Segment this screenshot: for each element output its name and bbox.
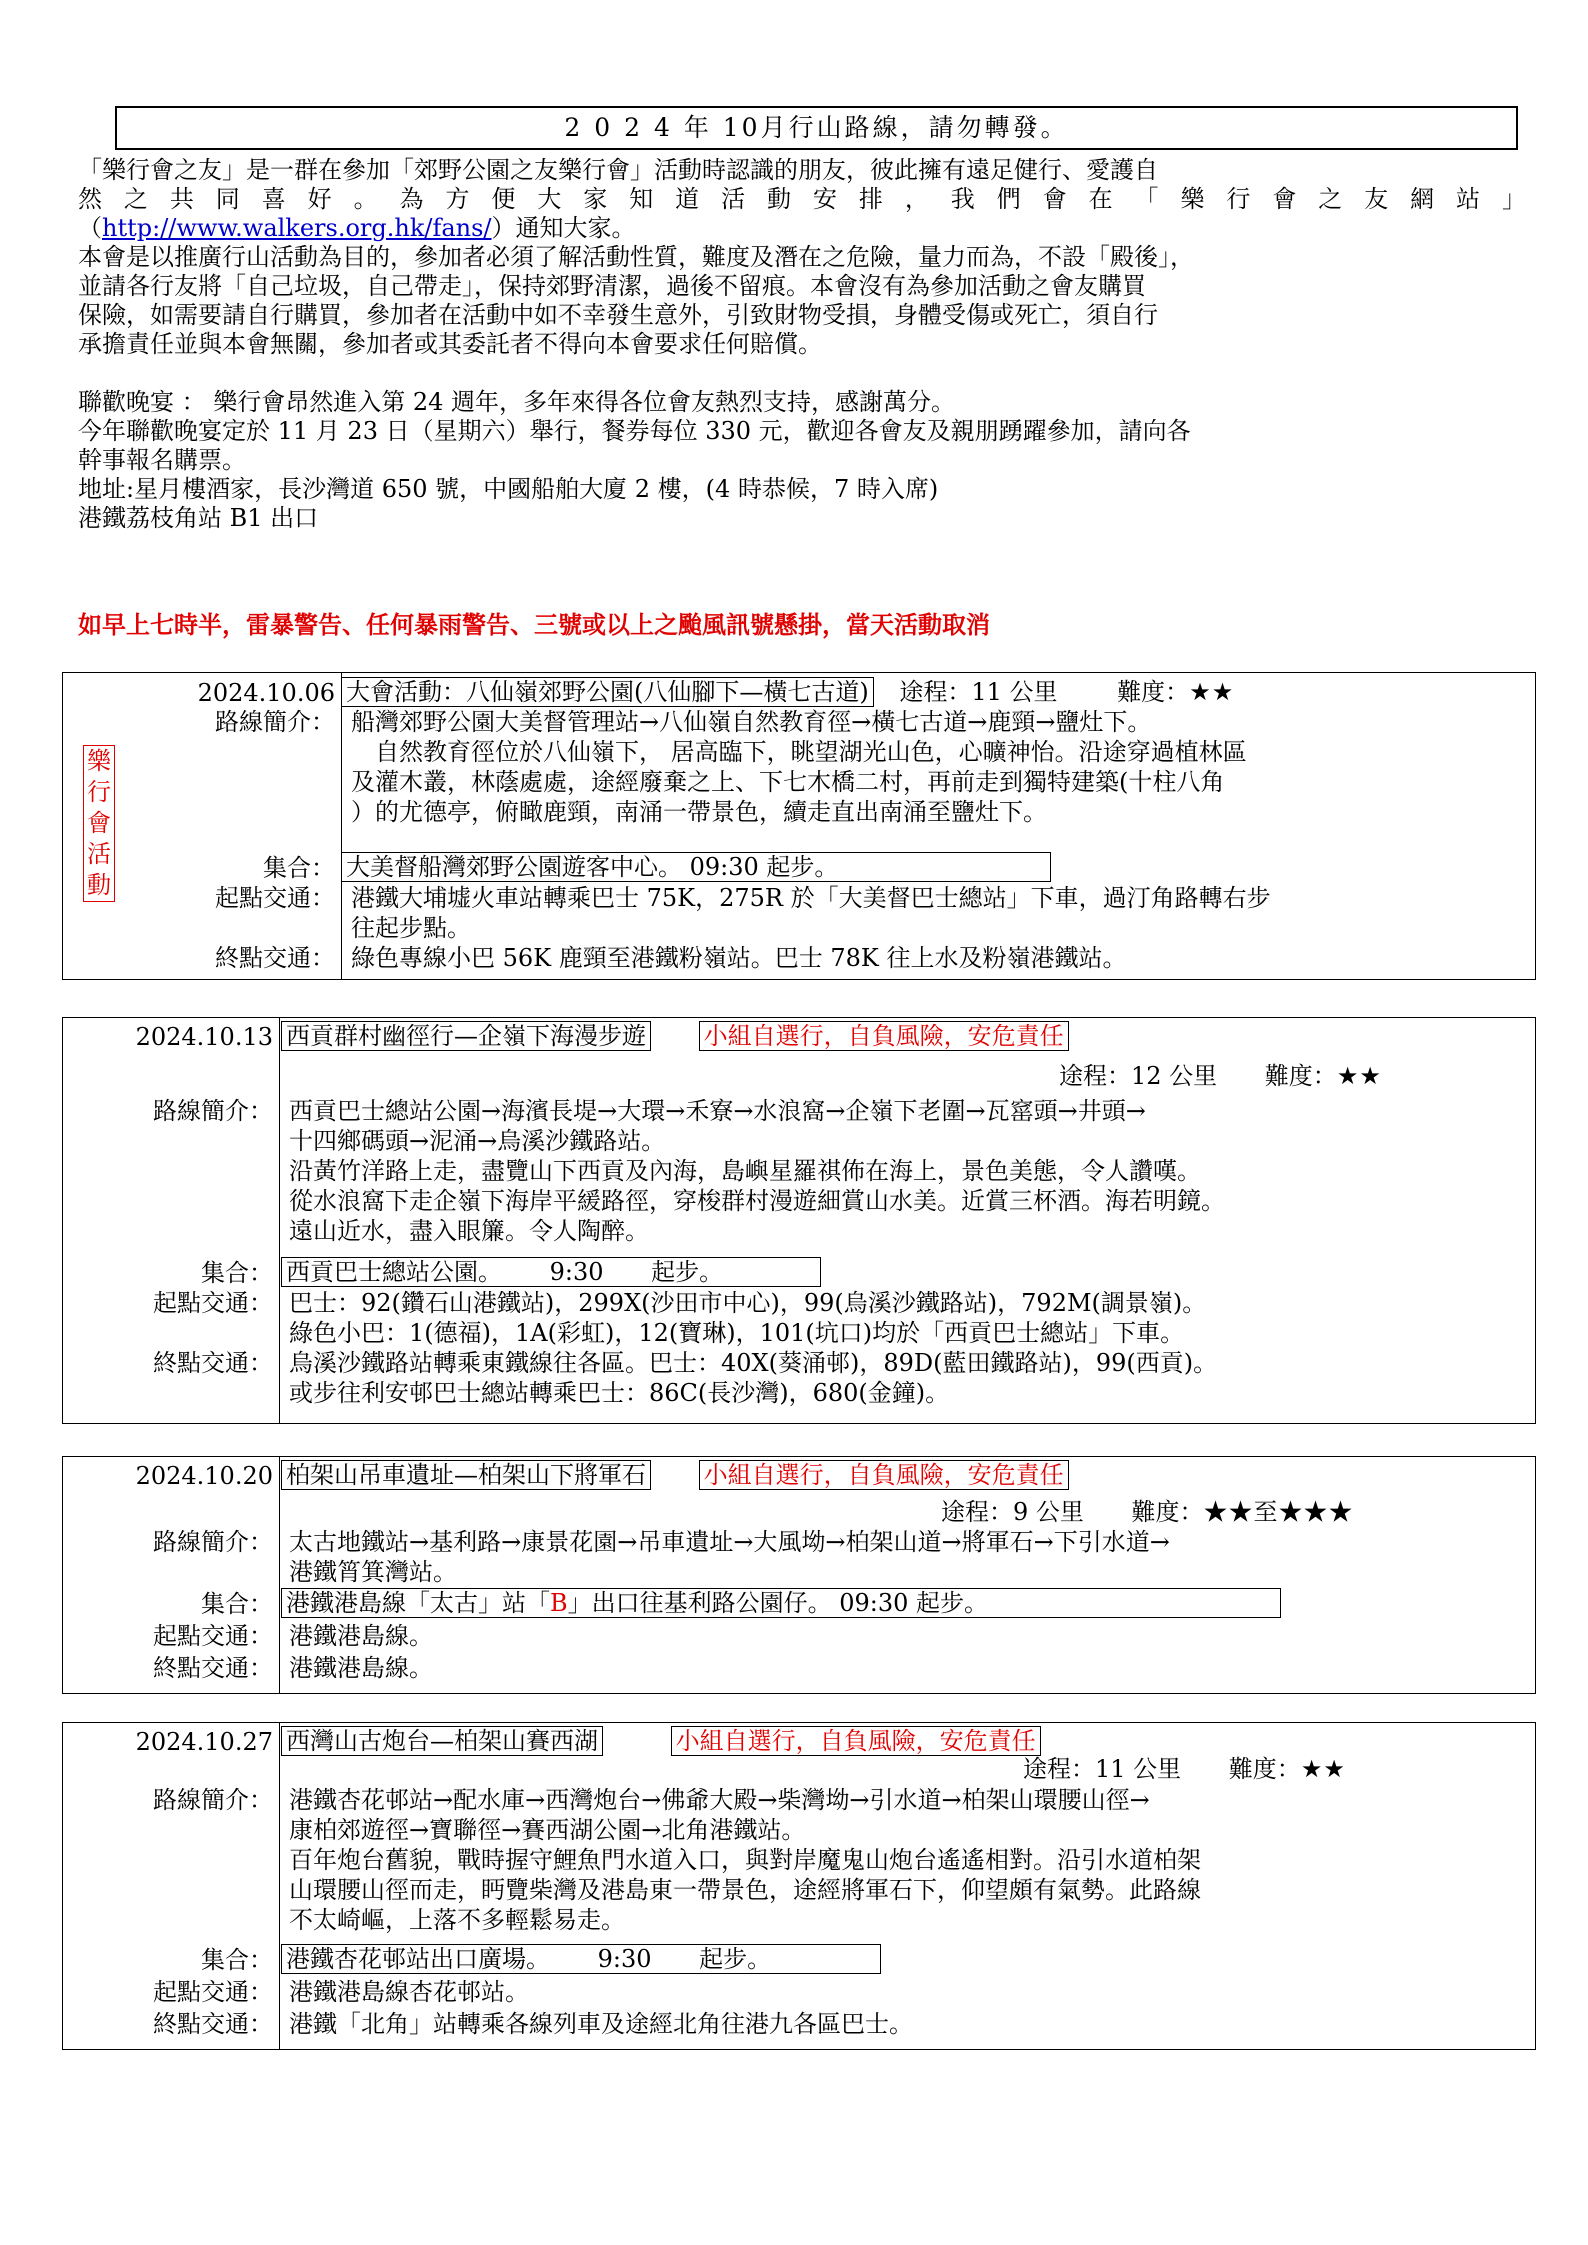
distance-value: 12 公里: [1131, 1062, 1218, 1090]
route-line: 沿黃竹洋路上走，盡覽山下西貢及內海，島嶼星羅祺佈在海上，景色美態，令人讚嘆。: [289, 1157, 1201, 1185]
start-line: 巴士：92(鑽石山港鐵站)，299X(沙田市中心)，99(烏溪沙鐵路站)，792M(調景嶺)。: [289, 1289, 1207, 1317]
route-line: 自然教育徑位於八仙嶺下， 居高臨下，眺望湖光山色，心曠神怡。沿途穿過植林區: [375, 738, 1247, 766]
route-label: 路線簡介：: [153, 1097, 273, 1125]
difficulty-stars: ★★至★★★: [1203, 1498, 1354, 1526]
page-title: 2 0 2 4 年 10月行山路線，請勿轉發。: [115, 106, 1518, 150]
route-desc: [289, 1096, 1533, 1246]
distance-row: [1023, 1754, 1346, 1784]
meet-row: [341, 852, 1051, 882]
intro-line: [78, 214, 1526, 243]
event-card-1: [62, 672, 1536, 980]
self-risk-warning: 小組自選行，自負風險，安危責任: [671, 1726, 1041, 1756]
meet-point: 西貢巴士總站公園。 9:30 起步。: [281, 1257, 821, 1287]
event-title: 西貢群村幽徑行—企嶺下海漫步遊: [281, 1021, 651, 1051]
difficulty-label: 難度：: [1228, 1755, 1301, 1783]
exit-letter: B: [550, 1589, 568, 1617]
start-label: 起點交通：: [153, 1978, 273, 2006]
end-label: 終點交通：: [153, 1349, 273, 1377]
end-line: 綠色專線小巴 56K 鹿頸至港鐵粉嶺站。巴士 78K 往上水及粉嶺港鐵站。: [351, 944, 1127, 972]
paren-close: ）通知大家。: [491, 214, 636, 242]
dinner-line: 港鐵荔枝角站 B1 出口: [78, 504, 319, 532]
end-line: 港鐵港島線。: [289, 1654, 433, 1682]
self-risk-warning: 小組自選行，自負風險，安危責任: [699, 1021, 1069, 1051]
meet-point: 大美督船灣郊野公園遊客中心。 09:30 起步。: [341, 852, 1051, 882]
event-card-2: [62, 1017, 1536, 1424]
route-line: 太古地鐵站→基利路→康景花園→吊車遺址→大風坳→柏架山道→將軍石→下引水道→: [289, 1528, 1170, 1556]
event-date: 2024.10.20: [135, 1462, 273, 1490]
route-label: 路線簡介：: [153, 1528, 273, 1556]
intro-line: 然之共同喜好。為方便大家知道活動安排，我們會在「樂行會之友網站」: [78, 185, 1526, 213]
difficulty-stars: ★★: [1300, 1755, 1346, 1783]
distance-row: [1059, 1061, 1382, 1091]
route-line: 康柏郊遊徑→寶聯徑→賽西湖公園→北角港鐵站。: [289, 1816, 806, 1844]
meet-label: 集合：: [201, 1590, 273, 1618]
route-line: 船灣郊野公園大美督管理站→八仙嶺自然教育徑→橫七古道→鹿頸→鹽灶下。: [351, 708, 1152, 736]
start-line: 港鐵港島線。: [289, 1622, 433, 1650]
start-label: 起點交通：: [153, 1622, 273, 1650]
end-line: 烏溪沙鐵路站轉乘東鐵線往各區。巴士：40X(葵涌邨)，89D(藍田鐵路站)，99(西貢)。: [289, 1349, 1218, 1377]
event-card-4: [62, 1722, 1536, 2050]
difficulty-stars: ★★: [1336, 1062, 1382, 1090]
event-title-row: [281, 1726, 1041, 1756]
difficulty-label: 難度：: [1131, 1498, 1204, 1526]
dinner-line: 今年聯歡晚宴定於 11 月 23 日（星期六）舉行，餐券每位 330 元，歡迎各會友及親朋踴躍參加，請向各: [78, 417, 1191, 445]
start-desc: [289, 1288, 1533, 1348]
meet-row: [281, 1257, 821, 1287]
distance-label: 途程：: [941, 1498, 1013, 1526]
distance-value: 11 公里: [971, 678, 1058, 706]
distance-label: 途程：: [899, 678, 972, 706]
dinner-line: 幹事報名購票。: [78, 446, 246, 474]
end-desc: [289, 2009, 1533, 2039]
start-line: 港鐵大埔墟火車站轉乘巴士 75K，275R 於「大美督巴士總站」下車，過汀角路轉右步: [351, 884, 1271, 912]
event-title-row: [281, 1460, 1069, 1490]
route-desc: [289, 1785, 1533, 1935]
start-desc: [289, 1621, 1533, 1651]
badge-char: 行: [87, 778, 111, 806]
event-date: 2024.10.06: [197, 679, 335, 707]
event-title-row: [281, 1021, 1069, 1051]
route-line: 百年炮台舊貌，戰時握守鯉魚門水道入口，與對岸魔鬼山炮台遙遙相對。沿引水道柏架: [289, 1846, 1201, 1874]
route-label: 路線簡介：: [215, 708, 335, 736]
difficulty-stars: ★★: [1189, 678, 1235, 706]
distance-row: [941, 1497, 1354, 1527]
dinner-line: 聯歡晚宴 ： 樂行會昂然進入第 24 週年，多年來得各位會友熱烈支持，感謝萬分。: [78, 388, 956, 416]
distance-value: 9 公里: [1013, 1498, 1084, 1526]
route-label: 路線簡介：: [153, 1786, 273, 1814]
end-desc: [289, 1348, 1533, 1408]
end-label: 終點交通：: [153, 2010, 273, 2038]
difficulty-label: 難度：: [1264, 1062, 1337, 1090]
route-line: 十四鄉碼頭→泥涌→烏溪沙鐵路站。: [289, 1127, 666, 1155]
self-risk-warning: 小組自選行，自負風險，安危責任: [699, 1460, 1069, 1490]
intro-line: 承擔責任並與本會無關，參加者或其委託者不得向本會要求任何賠償。: [78, 330, 822, 358]
event-date: 2024.10.27: [135, 1728, 273, 1756]
event-card-3: [62, 1456, 1536, 1694]
start-line: 綠色小巴：1(德福)，1A(彩虹)，12(寶琳)，101(坑口)均於「西貢巴士總站」下車。: [289, 1319, 1185, 1347]
route-line: ）的尤德亭，俯瞰鹿頸，南涌一帶景色，續走直出南涌至鹽灶下。: [351, 798, 1047, 826]
intro-line: 本會是以推廣行山活動為目的，參加者必須了解活動性質，難度及潛在之危險，量力而為，不設「殿後」，: [78, 243, 1194, 271]
start-desc: [351, 883, 1531, 943]
meet-point: 港鐵杏花邨站出口廣場。 9:30 起步。: [281, 1944, 881, 1974]
distance-label: 途程：: [1023, 1755, 1095, 1783]
distance-label: 途程：: [1059, 1062, 1131, 1090]
start-desc: [289, 1977, 1533, 2007]
route-line: 港鐵筲箕灣站。: [289, 1558, 457, 1586]
meet-label: 集合：: [263, 854, 335, 882]
event-badge: [83, 745, 115, 902]
meet-text: 港鐵港島線「太古」站「: [286, 1589, 550, 1617]
dinner-line: 地址:星月樓酒家，長沙灣道 650 號，中國船舶大廈 2 樓，(4 時恭候，7 時入席): [78, 475, 939, 503]
meet-point: [281, 1588, 1281, 1618]
start-line: 港鐵港島線杏花邨站。: [289, 1978, 529, 2006]
start-line: 往起步點。: [351, 914, 471, 942]
website-link[interactable]: http://www.walkers.org.hk/fans/: [102, 214, 492, 242]
start-label: 起點交通：: [215, 884, 335, 912]
start-label: 起點交通：: [153, 1289, 273, 1317]
end-line: 或步往利安邨巴士總站轉乘巴士：86C(長沙灣)，680(金鐘)。: [289, 1379, 950, 1407]
route-desc: [289, 1527, 1533, 1587]
event-date: 2024.10.13: [135, 1023, 273, 1051]
meet-row: [281, 1588, 1281, 1618]
intro-line: 保險，如需要請自行購買，參加者在活動中如不幸發生意外，引致財物受損，身體受傷或死亡，須自行: [78, 301, 1158, 329]
badge-char: 會: [87, 809, 111, 837]
badge-char: 動: [87, 871, 111, 899]
route-line: 山環腰山徑而走，眄覽柴灣及港島東一帶景色，途經將軍石下，仰望頗有氣勢。此路線: [289, 1876, 1201, 1904]
route-line: 港鐵杏花邨站→配水庫→西灣炮台→佛爺大殿→柴灣坳→引水道→柏架山環腰山徑→: [289, 1786, 1150, 1814]
route-line: 遠山近水，盡入眼簾。令人陶醉。: [289, 1217, 649, 1245]
end-line: 港鐵「北角」站轉乘各線列車及途經北角往港九各區巴士。: [289, 2010, 913, 2038]
route-line: 不太崎嶇，上落不多輕鬆易走。: [289, 1906, 625, 1934]
meet-label: 集合：: [201, 1259, 273, 1287]
route-line: 從水浪窩下走企嶺下海岸平緩路徑，穿梭群村漫遊細賞山水美。近賞三杯酒。海若明鏡。: [289, 1187, 1225, 1215]
meet-label: 集合：: [201, 1946, 273, 1974]
route-line: 西貢巴士總站公園→海濱長堤→大環→禾寮→水浪窩→企嶺下老圍→瓦窰頭→井頭→: [289, 1097, 1146, 1125]
intro-line: 並請各行友將「自己垃圾，自己帶走」，保持郊野清潔，過後不留痕。本會沒有為參加活動之會友購買: [78, 272, 1146, 300]
badge-char: 活: [87, 840, 111, 868]
meet-row: [281, 1944, 881, 1974]
intro-line: 「樂行會之友」是一群在參加「郊野公園之友樂行會」活動時認識的朋友，彼此擁有遠足健行、愛護自: [78, 156, 1158, 184]
event-title: 西灣山古炮台—柏架山賽西湖: [281, 1726, 603, 1756]
route-desc: [351, 707, 1531, 827]
event-title: 柏架山吊車遺址—柏架山下將軍石: [281, 1460, 651, 1490]
end-desc: [289, 1653, 1533, 1683]
difficulty-label: 難度：: [1117, 678, 1190, 706]
event-title: 大會活動：八仙嶺郊野公園(八仙腳下—橫七古道): [341, 677, 874, 707]
end-label: 終點交通：: [215, 944, 335, 972]
distance-value: 11 公里: [1095, 1755, 1182, 1783]
intro-section: [78, 156, 1526, 533]
cancellation-alert: 如早上七時半，雷暴警告、任何暴雨警告、三號或以上之颱風訊號懸掛，當天活動取消: [78, 610, 990, 639]
end-desc: [351, 943, 1531, 973]
badge-char: 樂: [87, 747, 111, 775]
event-title-row: [341, 677, 1234, 707]
paren-open: （: [78, 214, 102, 242]
meet-text: 」出口往基利路公園仔。 09:30 起步。: [567, 1589, 989, 1617]
end-label: 終點交通：: [153, 1654, 273, 1682]
route-line: 及灌木叢，林蔭處處，途經廢棄之上、下七木橋二村，再前走到獨特建築(十柱八角: [351, 768, 1225, 796]
